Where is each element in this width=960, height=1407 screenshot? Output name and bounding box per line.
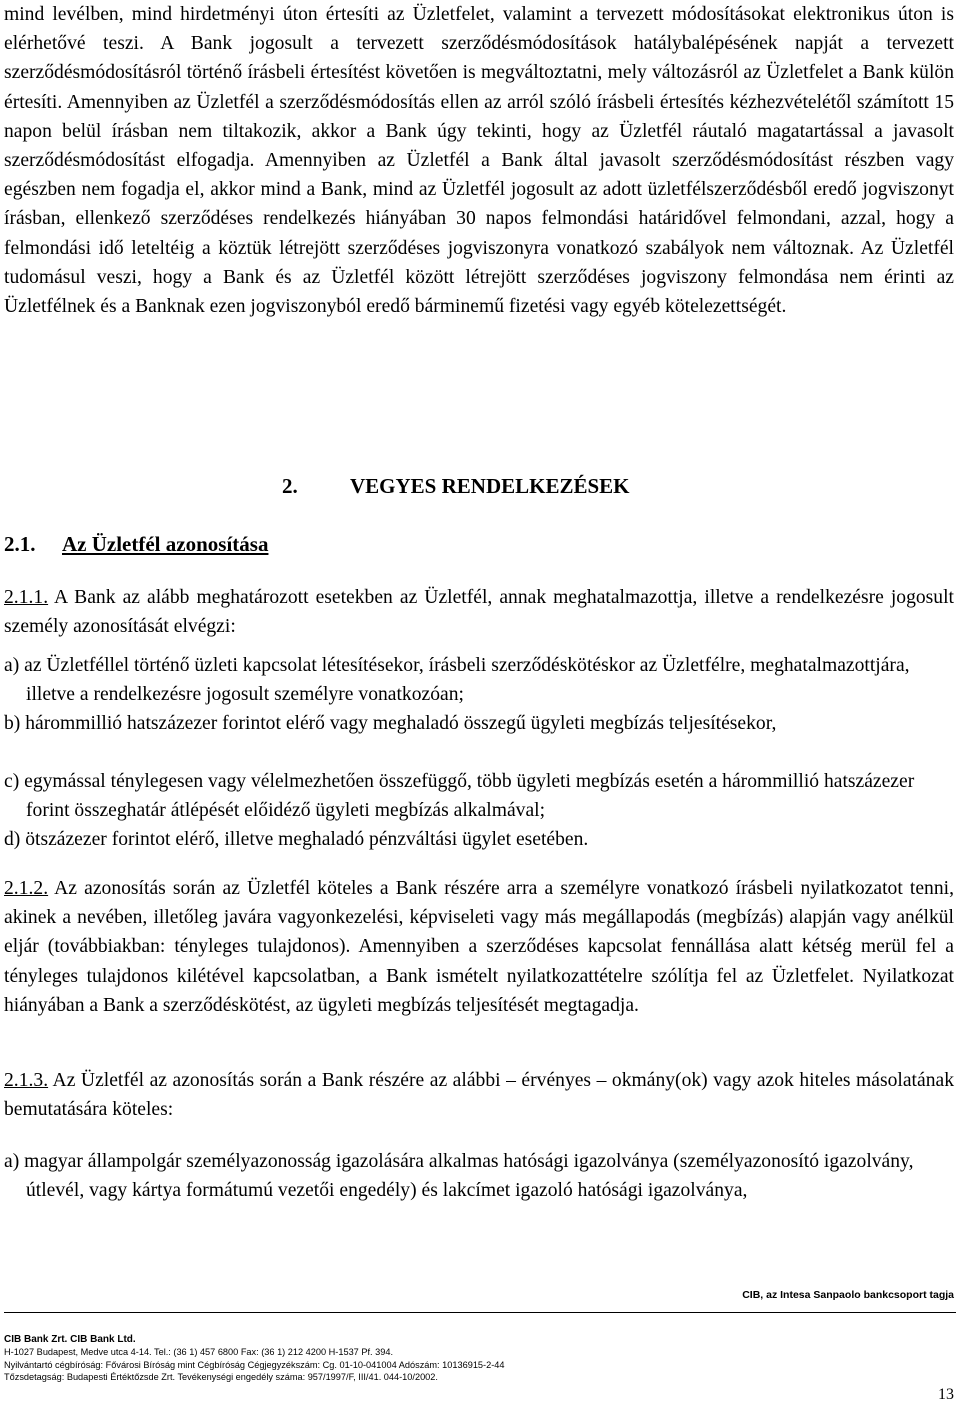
list-item: d) ötszázezer forintot elérő, illetve meghaladó pénzváltási ügylet esetében. [4,829,589,850]
paragraph-number: 2.1.3. [4,1070,49,1091]
footer [4,1334,504,1384]
paragraph-text: Az azonosítás során az Üzletfél köteles a Bank részére arra a személyre vonatkozó írásbeli nyilatkozatot tenni, akinek a nevében, illetőleg javára vagyonkezelési, képviseleti vagy más megállapodás (megbízás) alapján vagy anélkül eljár (továbbiakban: tényleges tulajdonos). Amennyiben a szerződéses kapcsolat fennállása alatt kétség merül fel a tényleges tulajdonos kilétével kapcsolatban, a Bank ismételt nyilatkozattételre szólítja fel az Üzletfelet. Nyilatkozat hiányában a Bank a szerződéskötést, az ügyleti megbízás teljesítését megtagadja. [4,878,954,1016]
paragraph-2-1-3 [4,1066,954,1124]
section-title: VEGYES RENDELKEZÉSEK [350,474,630,498]
subsection-heading [4,532,268,557]
paragraph-text: Az Üzletfél az azonosítás során a Bank részére az alábbi – érvényes – okmány(ok) vagy azok hiteles másolatának bemutatására köteles: [4,1070,954,1121]
paragraph-number: 2.1.1. [4,587,49,608]
subsection-number: 2.1. [4,532,36,556]
paragraph-number: 2.1.2. [4,878,49,899]
intro-paragraph: mind levélben, mind hirdetményi úton értesíti az Üzletfelet, valamint a tervezett módosításokat elektronikus úton is elérhetővé teszi. A Bank jogosult a tervezett szerződésmódosítások hatálybalépésének napját a tervezett szerződésmódosításról történő írásbeli értesítést követően is megváltoztatni, mely változásról az Üzletfelet a Bank külön értesíti. Amennyiben az Üzletfél a szerződésmódosítás ellen az arról szóló írásbeli értesítés kézhezvételétől számított 15 napon belül írásban nem tiltakozik, akkor a Bank úgy tekinti, hogy az Üzletfél ráutaló magatartással a javasolt szerződésmódosítást elfogadja. Amennyiben az Üzletfél a Bank által javasolt szerződésmódosítást részben vagy egészben nem fogadja el, akkor mind a Bank, mind az Üzletfél jogosult az adott üzletfélszerződésből eredő jogviszonyt írásban, ellenkező szerződéses rendelkezés hiányában 30 napos felmondási határidővel felmondani, azzal, hogy a felmondási idő leteltéig a köztük létrejött szerződéses jogviszonyra vonatkozó szabályok nem változnak. Az Üzletfél tudomásul veszi, hogy a Bank és az Üzletfél között létrejött szerződéses jogviszony felmondása nem érinti az Üzletfélnek és a Banknak ezen jogviszonyból eredő bárminemű fizetési vagy egyéb kötelezettségét. [4,4,954,318]
list-item: a) az Üzletféllel történő üzleti kapcsolat létesítésekor, írásbeli szerződéskötéskor az Üzletfélre, meghatalmazottjára, illetve a rendelkezésre jogosult személyre vonatkozóan; [4,655,910,706]
section-number: 2. [282,474,298,498]
paragraph-text: A Bank az alább meghatározott esetekben az Üzletfél, annak meghatalmazottja, illetve a rendelkezésre jogosult személy azonosítását elvégzi: [4,587,954,638]
section-heading [282,474,630,499]
footer-company: CIB Bank Zrt. CIB Bank Ltd. [4,1334,136,1345]
paragraph-2-1-1 [4,583,954,641]
list-item: c) egymással ténylegesen vagy vélelmezhetően összefüggő, több ügyleti megbízás esetén a hárommillió hatszázezer forint összeghatár átlépését előidéző ügyleti megbízás alkalmával; [4,771,915,822]
subsection-title: Az Üzletfél azonosítása [62,532,269,556]
list-item: a) magyar állampolgár személyazonosság igazolására alkalmas hatósági igazolványa (személyazonosító igazolvány, útlevél, vagy kártya formátumú vezetői engedély) és lakcímet igazoló hatósági igazolványa, [4,1151,914,1202]
footer-license: Tőzsdetagság: Budapesti Értéktőzsde Zrt. Tevékenységi engedély száma: 957/1997/F, III/41. 044-10/2002. [4,1372,438,1383]
page-number: 13 [938,1386,954,1403]
footer-registry: Nyilvántartó cégbíróság: Fővárosi Bíróság mint Cégbíróság Cégjegyzékszám: Cg. 01-10-041004 Adószám: 10136915-2-44 [4,1359,505,1370]
footer-tagline: CIB, az Intesa Sanpaolo bankcsoport tagja [742,1289,954,1301]
paragraph-2-1-2 [4,874,954,1020]
footer-address: H-1027 Budapest, Medve utca 4-14. Tel.: (36 1) 457 6800 Fax: (36 1) 212 4200 H-1537 Pf. 394. [4,1347,394,1358]
footer-divider [4,1312,956,1313]
list-item: b) hárommillió hatszázezer forintot elérő vagy meghaladó összegű ügyleti megbízás teljesítésekor, [4,713,777,734]
